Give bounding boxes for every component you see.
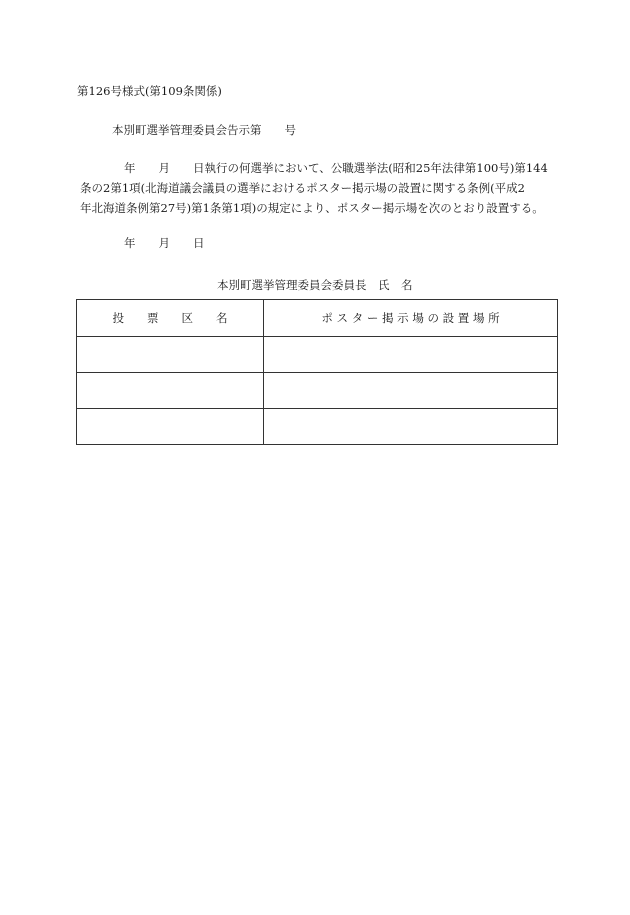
table-cell-poster-location <box>264 409 558 445</box>
form-number: 第126号様式(第109条関係) <box>77 84 222 98</box>
poster-location-table <box>76 299 558 445</box>
table-cell-voting-district <box>77 337 264 373</box>
table-cell-voting-district <box>77 409 264 445</box>
table-header-row <box>77 300 558 337</box>
notice-body-line: 年北海道条例第27号)第1条第1項)の規定により、ポスター掲示場を次のとおり設置する。 <box>80 201 544 215</box>
table-row <box>77 337 558 373</box>
notice-body-line: 年 月 日執行の何選挙において、公職選挙法(昭和25年法律第100号)第144 <box>124 161 548 175</box>
table-row <box>77 409 558 445</box>
notice-header: 本別町選挙管理委員会告示第 号 <box>112 123 296 137</box>
signatory: 本別町選挙管理委員会委員長 氏 名 <box>217 278 413 292</box>
notice-body-line: 条の2第1項(北海道議会議員の選挙におけるポスター掲示場の設置に関する条例(平成2 <box>80 181 525 195</box>
table-cell-voting-district <box>77 373 264 409</box>
column-header-voting-district: 投 票 区 名 <box>77 300 264 337</box>
column-header-poster-location: ポ ス タ ー 掲 示 場 の 設 置 場 所 <box>264 300 558 337</box>
table-cell-poster-location <box>264 337 558 373</box>
date-line: 年 月 日 <box>124 236 205 250</box>
table-cell-poster-location <box>264 373 558 409</box>
table-row <box>77 373 558 409</box>
